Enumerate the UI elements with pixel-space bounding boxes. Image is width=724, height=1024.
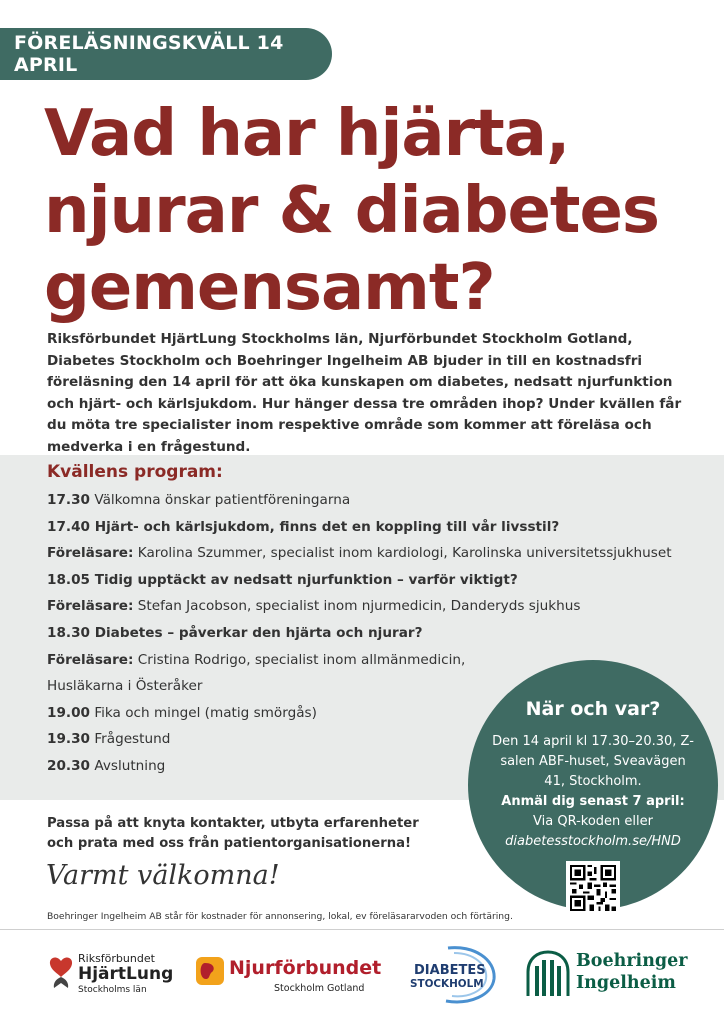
registration-link[interactable]: diabetesstockholm.se/HND xyxy=(505,834,681,849)
event-date-banner: FÖRELÄSNINGSKVÄLL 14 APRIL xyxy=(0,28,332,80)
njurforbundet-logo xyxy=(196,945,381,1005)
program-item: 19.00 Fika och mingel (matig smörgås) xyxy=(47,704,317,721)
boehringer-line2: Ingelheim xyxy=(576,973,676,993)
headline xyxy=(44,96,704,327)
program-item: Föreläsare: Karolina Szummer, specialist inom kardiologi, Karolinska universitetssjukhuset xyxy=(47,545,672,562)
headline-line: Vad har hjärta, xyxy=(44,97,570,171)
hjartlung-line1: Riksförbundet xyxy=(78,952,155,965)
when-where-title: När och var? xyxy=(525,698,661,720)
headline-line: njurar & diabetes xyxy=(44,174,659,248)
when-where-details xyxy=(490,732,696,852)
welcome-text: Varmt välkomna! xyxy=(46,860,280,891)
njurforbundet-line1: Njurförbundet xyxy=(229,957,382,979)
qr-code[interactable] xyxy=(566,861,620,915)
headline-line: gemensamt? xyxy=(44,251,495,325)
hjartlung-line3: Stockholms län xyxy=(78,985,147,995)
program-item: Föreläsare: Cristina Rodrigo, specialist inom allmänmedicin, xyxy=(47,651,466,668)
registration-via: Via QR-koden eller xyxy=(533,814,653,829)
njurforbundet-line2: Stockholm Gotland xyxy=(274,983,365,994)
intro-paragraph: Riksförbundet HjärtLung Stockholms län, Njurförbundet Stockholm Gotland, Diabetes Stockholm och Boehringer Ingelheim AB bjuder in till en kostnadsfri föreläsning den 14 april för att öka kunskapen om diabetes, nedsatt njurfunktion och hjärt- och kärlsjukdom. Hur hänger dessa tre områden ihop? Under kvällen får du möta tre specialister inom respektive område som kommer att föreläsa och medverka i en frågestund. xyxy=(47,331,682,455)
diabetes-line2: STOCKHOLM xyxy=(410,978,484,990)
boehringer-building-icon xyxy=(526,950,570,998)
program-item: Föreläsare: Stefan Jacobson, specialist inom njurmedicin, Danderyds sjukhus xyxy=(47,598,581,615)
registration-deadline: Anmäl dig senast 7 april: xyxy=(501,794,685,809)
hjartlung-line2: HjärtLung xyxy=(78,964,174,984)
hjartlung-logo xyxy=(48,945,173,1005)
diabetes-stockholm-logo xyxy=(408,945,503,1005)
footer-divider xyxy=(0,929,724,930)
program-item: 17.40 Hjärt- och kärlsjukdom, finns det en koppling till vår livsstil? xyxy=(47,518,560,535)
program-title: Kvällens program: xyxy=(47,462,223,482)
networking-text: Passa på att knyta kontakter, utbyta erfarenheter och prata med oss från patientorganisationerna! xyxy=(47,816,419,851)
when-where-text: Den 14 april kl 17.30–20.30, Z-salen ABF-huset, Sveavägen 41, Stockholm. xyxy=(492,734,694,789)
sponsor-footnote: Boehringer Ingelheim AB står för kostnader för annonsering, lokal, ev föreläsararvoden och förtäring. xyxy=(47,911,513,922)
diabetes-line1: DIABETES xyxy=(414,963,486,978)
program-item: 18.05 Tidig upptäckt av nedsatt njurfunktion – varför viktigt? xyxy=(47,571,518,588)
boehringer-logo xyxy=(526,945,686,1005)
kidney-icon xyxy=(196,957,224,985)
when-where-circle xyxy=(468,660,718,910)
program-item: 17.30 Välkomna önskar patientföreningarna xyxy=(47,492,351,508)
program-item: 20.30 Avslutning xyxy=(47,757,166,774)
heart-lung-icon xyxy=(48,955,74,989)
qr-code-icon xyxy=(570,865,616,911)
boehringer-line1: Boehringer xyxy=(576,951,688,971)
program-item: 19.30 Frågestund xyxy=(47,731,171,748)
program-item: Husläkarna i Österåker xyxy=(47,678,203,695)
program-item: 18.30 Diabetes – påverkar den hjärta och njurar? xyxy=(47,624,423,641)
